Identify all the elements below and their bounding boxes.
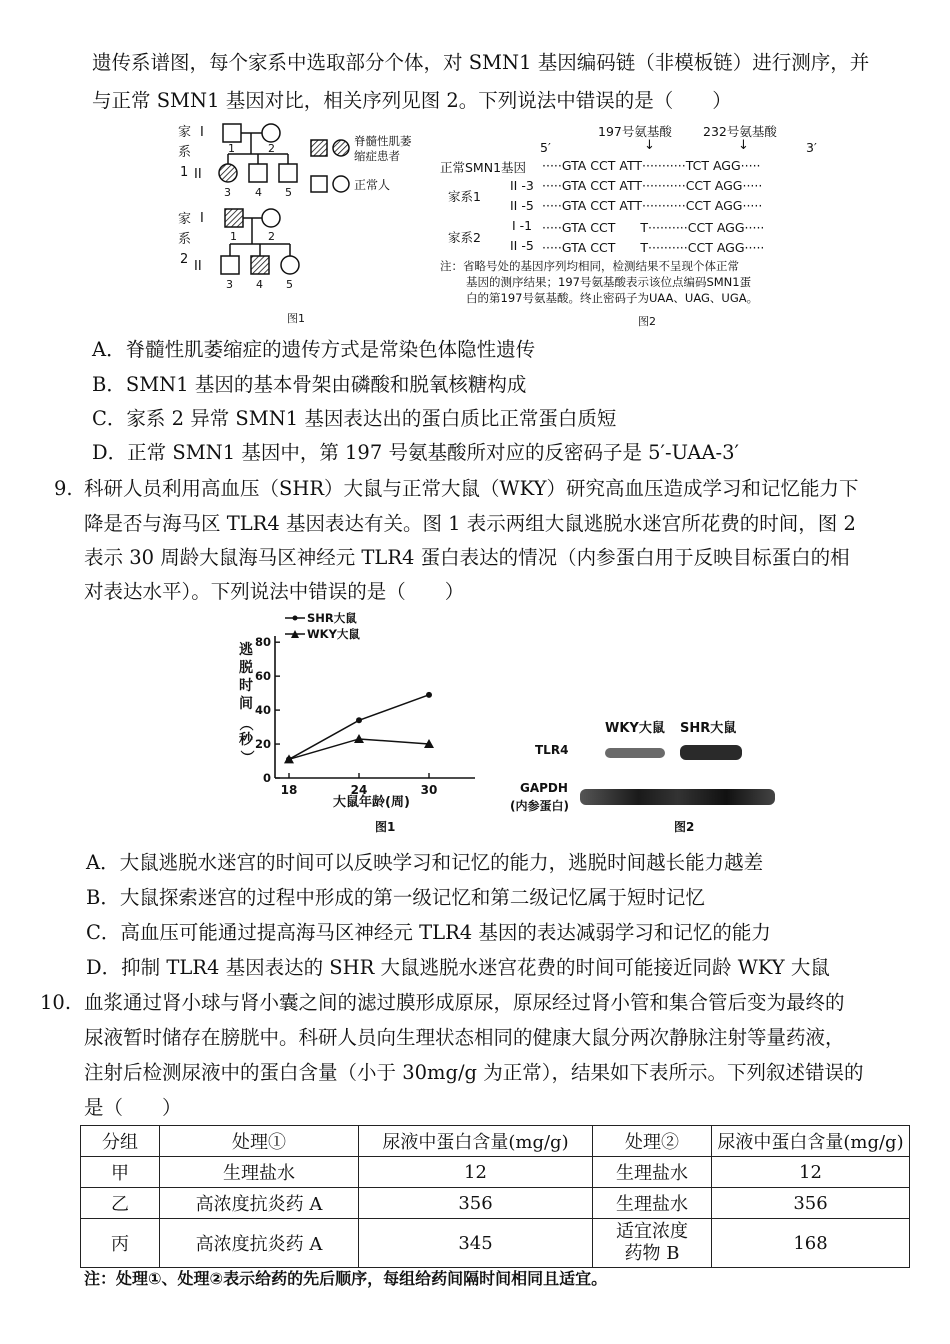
aa232-label: 232号氨基酸 [703, 124, 777, 139]
svg-text:）: ） [238, 750, 254, 764]
f2-I1-affected-male [225, 209, 243, 227]
blot-band-gapdh [580, 789, 775, 805]
y-tick-label: 80 [254, 635, 271, 650]
svg-text:1: 1 [228, 142, 235, 155]
blot-band-tlr4-wky [605, 748, 665, 758]
q8-option-b: B．SMN1 基因的基本骨架由磷酸和脱氧核糖构成 [92, 373, 527, 396]
seq-row-label: II -3 [510, 178, 534, 193]
five-prime: 5′ [540, 140, 551, 155]
x-tick-label: 18 [280, 783, 298, 797]
svg-text:3: 3 [226, 278, 233, 291]
svg-text:逃: 逃 [239, 642, 253, 658]
f2-II4-affected-male [251, 256, 269, 274]
gen-II-label: II [194, 167, 202, 182]
seq-row-value: ·····GTA CCT ATT···········CCT AGG····· [542, 178, 763, 193]
q8-option-c: C．家系 2 异常 SMN1 基因表达出的蛋白质比正常蛋白质短 [92, 407, 617, 430]
q9-line-2: 降是否与海马区 TLR4 基因表达有关。图 1 表示两组大鼠逃脱水迷宫所花费的时间，图 2 [84, 512, 856, 535]
q10-number: 10. [40, 991, 72, 1014]
svg-text:间: 间 [239, 696, 253, 712]
results-table [80, 1125, 910, 1268]
intro-line-2: 与正常 SMN1 基因对比，相关序列见图 2。下列说法中错误的是（ ） [92, 89, 732, 112]
svg-text:4: 4 [256, 278, 263, 291]
x-tick-label: 30 [420, 783, 438, 797]
data-point-wky [354, 734, 364, 743]
svg-text:1: 1 [230, 230, 237, 243]
svg-text:4: 4 [255, 186, 262, 199]
svg-text:2: 2 [268, 142, 275, 155]
legend-patient-circle [333, 140, 349, 156]
q8-option-d: D．正常 SMN1 基因中，第 197 号氨基酸所对应的反密码子是 5′-UAA-3′ [92, 441, 739, 464]
svg-text:系: 系 [178, 232, 192, 247]
fig2-note-3: 白的第197号氨基酸。终止密码子为UAA、UAG、UGA。 [466, 291, 759, 305]
arrow-232-icon: ↓ [738, 138, 749, 153]
seq-row-value: ·····GTA CCT T··········CCT AGG····· [542, 240, 765, 255]
q9-option-d: D．抑制 TLR4 基因表达的 SHR 大鼠逃脱水迷宫花费的时间可能接近同龄 WKY 大鼠 [86, 956, 830, 979]
q10-line-4: 是（ ） [84, 1096, 182, 1119]
q9-line-3: 表示 30 周龄大鼠海马区神经元 TLR4 蛋白表达的情况（内参蛋白用于反映目标蛋白的相 [84, 546, 850, 569]
blot-col-shr: SHR大鼠 [680, 721, 737, 736]
table-row: 丙 高浓度抗炎药 A 345 适宜浓度 药物 B 168 [81, 1219, 910, 1268]
q10-line-1: 血浆通过肾小球与肾小囊之间的滤过膜形成原尿，原尿经过肾小管和集合管后变为最终的 [84, 991, 845, 1014]
svg-text:家: 家 [178, 212, 192, 227]
f2-II5-female [281, 256, 299, 274]
svg-text:5: 5 [286, 278, 293, 291]
seq-row-label: I -1 [512, 218, 533, 233]
three-prime: 3′ [806, 140, 817, 155]
legend-normal-square [311, 176, 327, 192]
q9-option-b: B．大鼠探索迷宫的过程中形成的第一级记忆和第二级记忆属于短时记忆 [86, 886, 705, 909]
blot-row-gapdh: GAPDH [520, 781, 568, 795]
fig2-caption: 图2 [638, 315, 656, 328]
group1-label: 家系1 [448, 189, 481, 204]
group2-label: 家系2 [448, 230, 481, 245]
svg-text:II: II [194, 259, 202, 274]
f1-II4-male [249, 164, 267, 182]
f1-II5-male [279, 164, 297, 182]
y-tick-label: 40 [254, 703, 271, 718]
table-row: 乙 高浓度抗炎药 A 356 生理盐水 356 [81, 1188, 910, 1219]
seq-row-label: II -5 [510, 198, 534, 213]
legend-normal-text: 正常人 [354, 178, 391, 192]
f1-II3-affected-female [219, 164, 237, 182]
arrow-197-icon: ↓ [644, 138, 655, 153]
intro-line-1: 遗传系谱图，每个家系中选取部分个体，对 SMN1 基因编码链（非模板链）进行测序，并 [92, 51, 870, 74]
gen-I-label: I [200, 125, 204, 140]
legend-patient-square [311, 140, 327, 156]
svg-text:3: 3 [224, 186, 231, 199]
svg-text:2: 2 [180, 252, 189, 267]
q9-line-1: 科研人员利用高血压（SHR）大鼠与正常大鼠（WKY）研究高血压造成学习和记忆能力下 [84, 477, 859, 500]
family1-label-1: 家 [178, 125, 192, 140]
data-point-shr [426, 692, 432, 698]
svg-text:2: 2 [268, 230, 275, 243]
series-line-shr [289, 695, 429, 760]
svg-text:秒: 秒 [239, 732, 253, 748]
seq-row-label: 正常SMN1基因 [440, 160, 527, 175]
f2-II3-male [221, 256, 239, 274]
f2-I2-female [262, 209, 280, 227]
blot-row-tlr4: TLR4 [535, 743, 569, 757]
f1-I2-female [262, 124, 280, 142]
svg-text:1: 1 [180, 165, 189, 180]
fig2-note-2: 基因的测序结果；197号氨基酸表示该位点编码SMN1蛋 [466, 275, 752, 289]
q8-option-a: A．脊髓性肌萎缩症的遗传方式是常染色体隐性遗传 [92, 338, 536, 361]
seq-row-value: ·····GTA CCT T··········CCT AGG····· [542, 220, 765, 235]
seq-row-value: ·····GTA CCT ATT···········CCT AGG····· [542, 198, 763, 213]
x-tick-label: 24 [350, 783, 368, 797]
aa197-label: 197号氨基酸 [598, 124, 672, 139]
fig2-note-1: 注：省略号处的基因序列均相同，检测结果不呈现个体正常 [440, 259, 739, 273]
svg-text:（: （ [237, 717, 253, 731]
svg-text:缩症患者: 缩症患者 [354, 149, 400, 163]
svg-text:系: 系 [178, 145, 192, 160]
q10-line-3: 注射后检测尿液中的蛋白含量（小于 30mg/g 为正常），结果如下表所示。下列叙述错误的 [84, 1061, 864, 1084]
table-row: 甲 生理盐水 12 生理盐水 12 [81, 1157, 910, 1188]
q10-line-2: 尿液暂时储存在膀胱中。科研人员向生理状态相同的健康大鼠分两次静脉注射等量药液， [84, 1026, 845, 1049]
blot-band-tlr4-shr [680, 745, 742, 760]
y-tick-label: 0 [262, 771, 271, 785]
q9-option-c: C．高血压可能通过提高海马区神经元 TLR4 基因的表达减弱学习和记忆的能力 [86, 921, 771, 944]
q9-option-a: A．大鼠逃脱水迷宫的时间可以反映学习和记忆的能力，逃脱时间越长能力越差 [86, 851, 764, 874]
table-note: 注：处理①、处理②表示给药的先后顺序，每组给药间隔时间相同且适宜。 [84, 1269, 608, 1288]
seq-row-value: ·····GTA CCT ATT···········TCT AGG····· [542, 158, 761, 173]
escape-time-chart [225, 606, 490, 841]
fig1-caption: 图1 [287, 312, 305, 325]
f1-I1-male [223, 124, 241, 142]
table-header-row: 分组 处理① 尿液中蛋白含量(mg/g) 处理② 尿液中蛋白含量(mg/g) [81, 1126, 910, 1157]
data-point-shr [356, 717, 362, 723]
svg-text:脊髓性肌萎: 脊髓性肌萎 [354, 134, 412, 148]
legend-wky: WKY大鼠 [307, 627, 360, 641]
y-tick-label: 60 [254, 669, 271, 684]
y-tick-label: 20 [254, 737, 271, 752]
legend-shr: SHR大鼠 [307, 611, 357, 625]
q9-line-4: 对表达水平）。下列说法中错误的是（ ） [84, 580, 465, 603]
svg-text:脱: 脱 [239, 660, 253, 676]
blot-row-gapdh-note: (内参蛋白) [510, 799, 569, 813]
svg-text:时: 时 [239, 678, 253, 694]
seq-row-label: II -5 [510, 238, 534, 253]
blot-col-wky: WKY大鼠 [605, 721, 665, 736]
blot-caption: 图2 [674, 820, 695, 834]
svg-text:5: 5 [285, 186, 292, 199]
svg-text:I: I [200, 211, 204, 226]
chart-caption: 图1 [375, 820, 396, 834]
legend-normal-circle [333, 176, 349, 192]
pedigree-figure [170, 118, 420, 330]
q9-number: 9. [54, 477, 73, 500]
x-axis-label: 大鼠年龄(周) [333, 795, 410, 810]
